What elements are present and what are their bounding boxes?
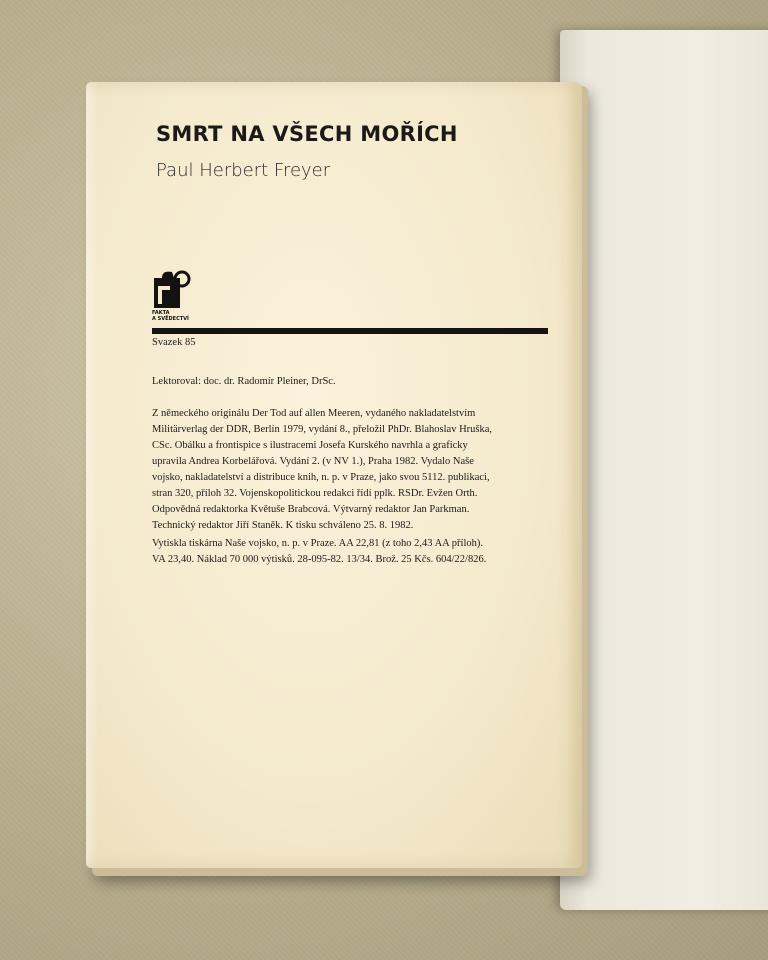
colophon-line: VA 23,40. Náklad 70 000 výtisků. 28-095-82. 13/34. Brož. 25 Kčs. 604/22/826. (152, 554, 487, 565)
colophon-line: Militärverlag der DDR, Berlín 1979, vydání 8., přeložil PhDr. Blahoslav Hruška, (152, 424, 493, 435)
colophon-line: upravila Andrea Korbelářová. Vydání 2. (v NV 1.), Praha 1982. Vydalo Naše (152, 456, 474, 467)
colophon-line: stran 320, příloh 32. Vojenskopolitickou redakci řídí pplk. RSDr. Evžen Orth. (152, 488, 478, 499)
colophon-line: Vytiskla tiskárna Naše vojsko, n. p. v Praze. AA 22,81 (z toho 2,43 AA příloh). (152, 538, 484, 549)
logo-text-line1: FAKTA (152, 310, 170, 316)
left-page (86, 82, 582, 868)
heavy-rule (152, 328, 548, 334)
colophon-line: Z německého originálu Der Tod auf allen Meeren, vydaného nakladatelstvím (152, 408, 476, 419)
colophon-line: vojsko, nakladatelství a distribuce knih, n. p. v Praze, jako svou 5112. publikaci, (152, 472, 490, 483)
logo-text-line2: A SVĚDECTVÍ (152, 316, 189, 322)
book-author: Paul Herbert Freyer (156, 160, 331, 181)
colophon (152, 406, 562, 568)
right-page-blank (560, 30, 768, 910)
colophon-line: Odpovědná redaktorka Květuše Brabcová. Výtvarný redaktor Jan Parkman. (152, 504, 470, 515)
logo-text (152, 310, 202, 322)
colophon-line: CSc. Obálku a frontispice s ilustracemi Josefa Kurského navrhla a graficky (152, 440, 468, 451)
book-title: SMRT NA VŠECH MOŘÍCH (156, 122, 458, 146)
reviewer-line: Lektoroval: doc. dr. Radomír Pleiner, DrSc. (152, 376, 336, 387)
colophon-line: Technický redaktor Jiří Staněk. K tisku schváleno 25. 8. 1982. (152, 520, 414, 531)
series-volume: Svazek 85 (152, 337, 196, 348)
